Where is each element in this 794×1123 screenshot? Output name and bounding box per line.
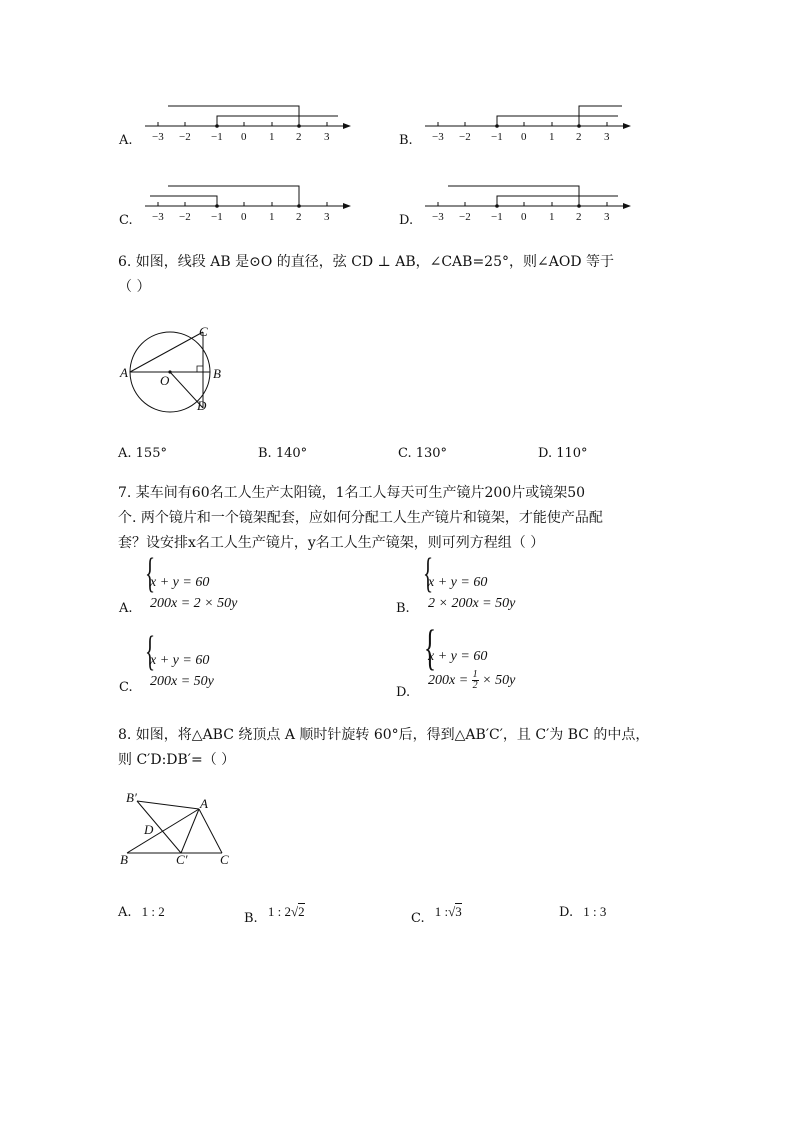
q7-a-eq1: x + y = 60 (150, 575, 210, 590)
svg-text:−1: −1 (491, 211, 503, 223)
q5-option-c-label: C. (119, 213, 133, 228)
q7-stem-line2: 个. 两个镜片和一个镜架配套，应如何分配工人生产镜片和镜架，才能使产品配 (118, 510, 603, 526)
q8-label-cprime: C′ (176, 852, 188, 867)
q8-choice-d[interactable] (559, 904, 606, 920)
q7-a-eq2: 200x = 2 × 50y (150, 596, 238, 611)
svg-text:0: 0 (521, 131, 527, 143)
q5-option-d-number-line (420, 180, 640, 230)
q5-b-ticks (432, 122, 610, 143)
q8-label-a: A (200, 796, 208, 811)
q8-stem (118, 723, 718, 773)
q7-choice-a-system[interactable] (145, 551, 238, 614)
q6-label-b: B (213, 366, 221, 381)
q5-c-ticks (152, 202, 330, 223)
q7-choice-d-system[interactable] (424, 619, 516, 693)
q7-c-brace: { (145, 629, 156, 675)
q5-a-ticks (152, 122, 330, 143)
q6-choice-c[interactable]: C. 130° (398, 446, 448, 461)
q6-stem-line2: （ ） (118, 279, 151, 295)
q7-c-eq2: 200x = 50y (150, 674, 214, 689)
q7-d-eq2 (428, 669, 515, 693)
q8-choice-d-letter: D. (559, 905, 574, 920)
q8-choice-b-value (268, 904, 305, 919)
q8-label-bprime: B′ (126, 790, 137, 805)
q7-d-eq2-left: 200x = (428, 673, 469, 688)
q6-choice-a[interactable]: A. 155° (118, 446, 167, 461)
q7-d-brace: { (424, 619, 436, 675)
q8-label-d: D (144, 822, 154, 837)
q6-choice-d[interactable]: D. 110° (538, 446, 588, 461)
q7-d-fraction-den: 2 (472, 680, 478, 692)
q8-choice-c-prefix: 1 : (434, 904, 449, 919)
q7-choice-d-letter[interactable]: D. (396, 685, 411, 700)
svg-text:3: 3 (324, 211, 330, 223)
q8-choice-d-value: 1 : 3 (583, 904, 607, 919)
svg-text:3: 3 (604, 131, 610, 143)
svg-text:−2: −2 (179, 211, 191, 223)
svg-text:−3: −3 (152, 131, 164, 143)
q7-b-eq2: 2 × 200x = 50y (428, 596, 516, 611)
q7-c-eq1: x + y = 60 (150, 653, 210, 668)
q7-d-eq1: x + y = 60 (428, 649, 488, 664)
q7-d-fraction (472, 670, 479, 691)
q7-d-fraction-num: 1 (472, 669, 478, 681)
svg-text:2: 2 (576, 211, 582, 223)
q5-d-ticks (432, 202, 610, 223)
q5-option-d-label: D. (399, 213, 414, 228)
q7-choice-a-letter[interactable]: A. (119, 601, 133, 616)
svg-text:1: 1 (549, 211, 555, 223)
q7-choice-c-system[interactable] (145, 629, 214, 692)
q7-stem-line1: 7. 某车间有60名工人生产太阳镜，1名工人每天可生产镜片200片或镜架50 (118, 485, 586, 501)
q7-stem (118, 481, 698, 556)
q8-choice-b-root: 2 (298, 904, 305, 919)
q8-choice-a-value: 1 : 2 (141, 904, 165, 919)
sqrt-icon: √ (448, 904, 456, 919)
q6-stem-line1: 6. 如图，线段 AB 是⊙O 的直径，弦 CD ⊥ AB，∠CAB=25°，则∠AOD 等于 (118, 254, 614, 270)
q6-label-d: D (197, 398, 207, 413)
q6-circle-figure (115, 322, 230, 417)
svg-text:−3: −3 (432, 131, 444, 143)
q8-choice-b-letter: B. (244, 911, 258, 926)
q8-choice-c-letter: C. (411, 911, 425, 926)
svg-text:1: 1 (269, 211, 275, 223)
q5-options (0, 95, 794, 235)
svg-text:1: 1 (269, 131, 275, 143)
q5-option-a-label: A. (119, 133, 133, 148)
q8-choice-b-prefix: 1 : 2 (267, 904, 291, 919)
svg-text:3: 3 (604, 211, 610, 223)
q8-triangle-figure (115, 788, 240, 868)
q7-choice-b-letter[interactable]: B. (396, 601, 410, 616)
q6-label-a: A (120, 365, 128, 380)
q6-choice-b[interactable]: B. 140° (258, 446, 308, 461)
svg-text:−1: −1 (491, 131, 503, 143)
svg-text:−2: −2 (459, 211, 471, 223)
q8-label-b: B (120, 852, 128, 867)
svg-text:−2: −2 (459, 131, 471, 143)
q7-choice-b-system[interactable] (423, 551, 516, 614)
q8-choice-c[interactable] (411, 904, 462, 926)
svg-text:1: 1 (549, 131, 555, 143)
svg-text:−1: −1 (211, 131, 223, 143)
q6-stem (118, 250, 698, 300)
q8-choice-a-letter: A. (118, 905, 132, 920)
q7-a-brace: { (145, 551, 156, 597)
q5-option-a-number-line (140, 100, 360, 150)
q8-stem-line1: 8. 如图，将△ABC 绕顶点 A 顺时针旋转 60°后，得到△AB′C′，且 C′为 BC 的中点， (118, 727, 650, 743)
q7-stem-line3: 套？设安排x名工人生产镜片，y名工人生产镜架，则可列方程组（ ） (118, 535, 545, 551)
q7-b-brace: { (423, 551, 434, 597)
svg-text:3: 3 (324, 131, 330, 143)
q8-choice-c-root: 3 (455, 904, 462, 919)
q5-option-c-number-line (140, 180, 360, 230)
q8-choice-a[interactable] (118, 904, 165, 920)
svg-text:2: 2 (296, 131, 302, 143)
sqrt-icon: √ (290, 904, 299, 919)
q6-label-o: O (160, 373, 170, 388)
q7-d-eq2-right: × 50y (482, 673, 516, 688)
svg-text:0: 0 (521, 211, 527, 223)
q8-choice-c-value (435, 904, 462, 919)
svg-text:2: 2 (576, 131, 582, 143)
svg-text:0: 0 (241, 131, 247, 143)
svg-text:−3: −3 (432, 211, 444, 223)
q5-option-b-label: B. (399, 133, 413, 148)
q7-choice-c-letter[interactable]: C. (119, 680, 133, 695)
svg-text:0: 0 (241, 211, 247, 223)
svg-text:−2: −2 (179, 131, 191, 143)
q8-label-c: C (220, 852, 229, 867)
q8-stem-line2: 则 C′D:DB′=（ ） (118, 752, 236, 768)
q8-choice-b[interactable] (244, 904, 305, 926)
svg-text:2: 2 (296, 211, 302, 223)
svg-text:−3: −3 (152, 211, 164, 223)
q5-option-b-number-line (420, 100, 640, 150)
q7-b-eq1: x + y = 60 (428, 575, 488, 590)
q6-label-c: C (199, 324, 208, 339)
svg-text:−1: −1 (211, 211, 223, 223)
